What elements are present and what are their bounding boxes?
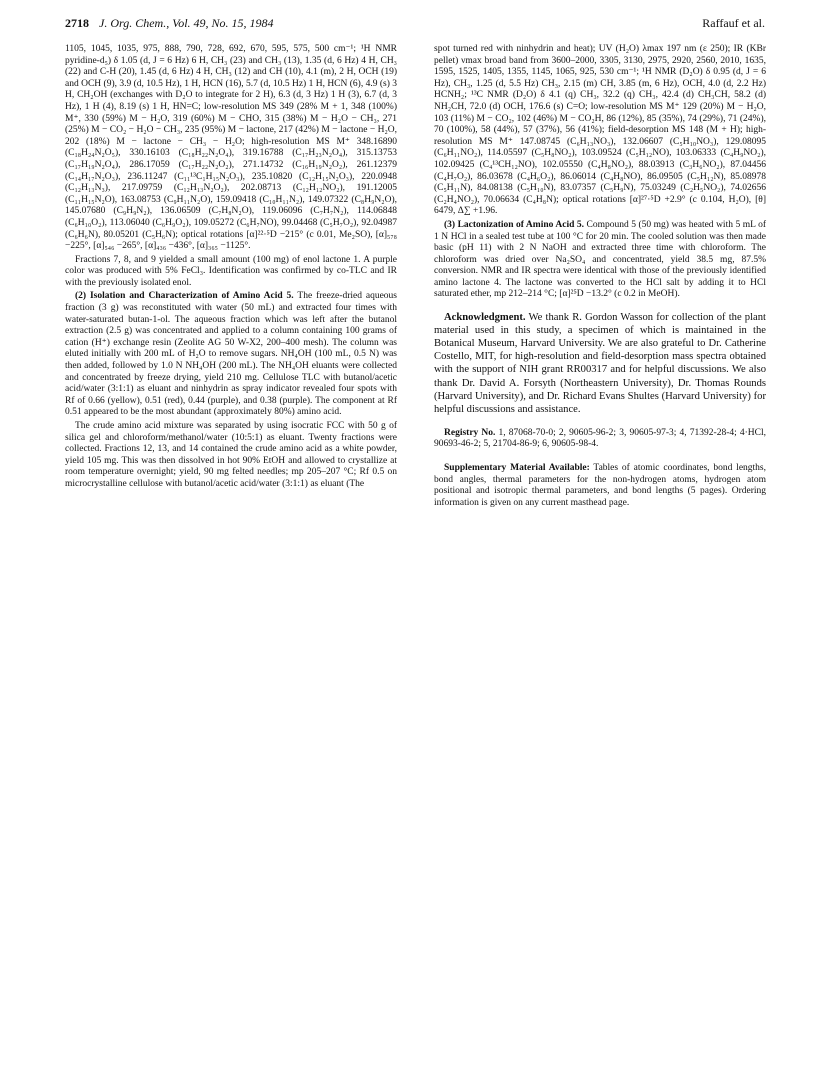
running-authors: Raffauf et al.	[702, 16, 765, 30]
journal-citation: J. Org. Chem., Vol. 49, No. 15, 1984	[99, 16, 274, 30]
acknowledgment-text: We thank R. Gordon Wasson for collection of the plant material used in this study, a specimen of which is maintained in the Botanical Museum, Harvard University. We are also grateful to Dr. Catherine Costello, MIT, for high-resolution and field-desorption mass spectra obtained with the support of NIH grant RR00317 and for helpful discussions. We also thank Dr. David A. Forsyth (Northeastern University), Dr. Thomas Rounds (Harvard University), and Dr. Richard Evans Shultes (Harvard University) for helpful discussions and assistance.	[434, 312, 766, 415]
right-column	[434, 44, 766, 511]
page-number: 2718	[65, 16, 89, 30]
section-heading-isolation: (2) Isolation and Characterization of Amino Acid 5.	[75, 291, 294, 302]
page-header	[65, 16, 765, 34]
supplementary-material	[434, 463, 766, 509]
paragraph-isolation	[65, 291, 397, 419]
paragraph-lactonization	[434, 220, 766, 301]
acknowledgment-heading: Acknowledgment.	[444, 312, 526, 324]
registry-numbers	[434, 428, 766, 451]
left-column	[65, 44, 397, 493]
paragraph-enol-lactone: Fractions 7, 8, and 9 yielded a small amount (100 mg) of enol lactone 1. A purple color was produced with 5% FeCl₃. Identification was confirmed by co-TLC and IR with the previously isolated enol.	[65, 254, 397, 288]
registry-heading: Registry No.	[444, 427, 496, 438]
supplementary-text: Tables of atomic coordinates, bond lengths, bond angles, thermal parameters for the non-hydrogen atoms, hydrogen atom positional and isotropic thermal parameters, and bond lengths (5 pages). Ordering information is given on any current masthead page.	[434, 463, 767, 508]
lactonization-text: Compound 5 (50 mg) was heated with 5 mL of 1 N HCl in a sealed test tube at 100 °C for 20 min. The cooled solution was then made basic (pH 11) with 2 N NaOH and extracted three time with chloroform. The chloroform was dried over Na₂SO₄ and concentrated, yield 38.5 mg, 87.5% conversion. NMR and IR spectra were identical with those of the previously identified amino lactone 4. The lactone was converted to the HCl salt by adding it to HCl saturated ether, mp 212–214 °C; [α]²⁵D −13.2° (c 0.2 in MeOH).	[434, 219, 766, 300]
paragraph-separation: The crude amino acid mixture was separated by using isocratic FCC with 50 g of silica gel and chloroform/methanol/water (10:5:1) as eluant. Twenty fractions were collected. Fractions 12, 13, and 14 contained the crude amino acid as a white powder, yield 105 mg. This was then dissolved in hot 90% EtOH and allowed to crystallize at room temperature overnight; yield, 90 mg felted needles; mp 205–207 °C; Rf 0.5 on microcrystalline cellulose with butanol/acetic acid/water (3:1:1) as eluant (The	[65, 421, 397, 489]
paragraph-spectral-data: 1105, 1045, 1035, 975, 888, 790, 728, 692, 670, 595, 575, 500 cm⁻¹; ¹H NMR pyridine-d₅) δ 1.05 (d, J = 6 Hz) 6 H, CH₃ (23) and CH₃ (13), 1.35 (d, 6 Hz) 4 H, CH₃ (22) and C-H (20), 1.45 (d, 6 Hz) 4 H, CH₃ (12) and CH (10), 4.1 (m), 2 H, OCH (19) and OCH (9), 3.9 (d, 10.5 Hz), 1 H, HCN (16), 5.7 (d, 10.5 Hz) 1 H, HCN (6), 4.9 (s) 3 H, CH₂OH (exchanges with D₂O to integrate for 2 H), 6.3 (d, 3 Hz) 1 H (3), 6.7 (d, 3 Hz), 1 H (4), 8.19 (s) 1 H, HN=C; low-resolution MS 349 (28% M + 1, 348 (100%) M⁺, 330 (59%) M − H₂O, 319 (60%) M − CHO, 315 (38%) M − H₂O − CH₃, 271 (25%) M − CO₂ − H₂O − CH₃, 235 (95%) M − lactone, 217 (42%) M − lactone − H₂O, 202 (18%) M − lactone − CH₃ − H₂O; high-resolution MS M⁺ 348.16890 (C₁₈H₂₄N₂O₅), 330.16103 (C₁₈H₂₂N₂O₄), 319.16788 (C₁₇H₂₃N₂O₄), 315.13753 (C₁₇H₁₉N₂O₄), 286.17059 (C₁₇H₂₂N₂O₂), 271.14732 (C₁₆H₁₉N₂O₂), 261.12379 (C₁₄H₁₇N₂O₃), 236.11247 (C₁₁¹³C₁H₁₅N₂O₃), 235.10820 (C₁₂H₁₅N₂O₃), 220.0948 (C₁₂H₁₃N₃), 217.09759 (C₁₂H₁₃N₂O₂), 202.08713 (C₁₂H₁₂NO₂), 191.12005 (C₁₁H₁₅N₂O), 163.08753 (C₉H₁₁N₂O), 159.09418 (C₁₀H₁₁N₂), 149.07322 (C₈H₉N₂O), 145.07680 (C₉H₉N₂), 136.06509 (C₇H₈N₂O), 119.06096 (C₇H₇N₂), 114.06848 (C₆H₁₀O₂), 113.06040 (C₆H₉O₂), 109.05272 (C₆H₇NO), 99.04468 (C₅H₇O₂), 92.04987 (C₆H₆N), 80.05201 (C₅H₆N); optical rotations [α]²²·⁵D −215° (c 0.01, Me₂SO), [α]₅₇₈ −225°, [α]₅₄₆ −265°, [α]₄₃₆ −436°, [α]₃₆₅ −1125°.	[65, 44, 397, 252]
registry-text: 1, 87068-70-0; 2, 90605-96-2; 3, 90605-97-3; 4, 71392-28-4; 4·HCl, 90693-46-2; 5, 21704-86-9; 6, 90605-98-4.	[434, 427, 766, 450]
acknowledgment	[434, 311, 766, 416]
isolation-text: The freeze-dried aqueous fraction (3 g) was reconstituted with water (50 mL) and extracted four times with water-saturated butan-1-ol. The aqueous fraction which was left after the butanol extraction (2.5 g) was concentrated and applied to a column containing 100 grams of cation (H⁺) exchange resin (Zeolite AG 50 W-X2, 200–400 mesh). The column was eluted initially with 200 mL of H₂O to remove sugars. NH₄OH (100 mL, 0.5 N) was then added, followed by 1.0 N NH₄OH (200 mL). The NH₄OH eluants were collected and concentrated by freeze drying, yield 210 mg. Cellulose TLC with butanol/acetic acid/water (3:1:1) as eluant and ninhydrin as spray indicator revealed four spots with Rf of 0.66 (yellow), 0.51 (red), 0.44 (purple), and 0.38 (purple). The component at Rf 0.51 appeared to be the most abundant (approximately 80%) amino acid.	[65, 291, 397, 418]
supplementary-heading: Supplementary Material Available:	[444, 463, 590, 473]
paragraph-amino-acid-data: spot turned red with ninhydrin and heat); UV (H₂O) λmax 197 nm (ε 250); IR (KBr pellet) νmax broad band from 3600–2000, 3305, 3130, 2975, 2920, 2560, 2010, 1635, 1595, 1525, 1405, 1355, 1145, 1065, 925, 530 cm⁻¹; ¹H NMR (D₂O) δ 0.95 (d, J = 6 Hz), CH₃, 1.25 (d, 5.5 Hz) CH₃, 2.15 (m) CH, 3.85 (m, 6 Hz), OCH, 4.0 (d, 2.2 Hz) HCNH₂; ¹³C NMR (D₂O) δ 4.1 (q) CH₃, 32.2 (q) CH₃, 42.4 (d) CH₃CH, 58.2 (d) NH₂CH, 72.0 (d) OCH, 176.6 (s) C=O; low-resolution MS M⁺ 129 (20%) M − H₂O, 103 (11%) M − CO₂, 102 (46%) M − CO₂H, 86 (12%), 85 (35%), 74 (29%), 71 (24%), 70 (100%), 58 (44%), 57 (37%), 56 (41%); field-desorption MS 148 (M + H); high-resolution MS M⁺ 147.08745 (C₆H₁₃NO₃), 132.06607 (C₅H₁₀NO₃), 129.08095 (C₆H₁₁NO₂), 114.05597 (C₅H₈NO₂), 103.09524 (C₅H₁₂NO), 103.06333 (C₄H₉NO₂), 102.09425 (C₄¹³CH₁₂NO), 102.05550 (C₄H₈NO₂), 88.03913 (C₃H₆NO₂), 87.04456 (C₄H₇O₂), 86.03678 (C₄H₆O₂), 86.06014 (C₄H₈NO), 86.09505 (C₅H₁₂N), 85.08978 (C₅H₁₁N), 84.08138 (C₅H₁₀N), 83.07357 (C₅H₉N), 75.03249 (C₂H₅NO₂), 74.02656 (C₂H₄NO₂), 70.06634 (C₄H₈N); optical rotations [α]²⁷·⁵D +2.9° (c 0.104, H₂O), [θ] 6479, Δ∑ +1.96.	[434, 44, 766, 217]
section-heading-lactonization: (3) Lactonization of Amino Acid 5.	[444, 219, 584, 230]
